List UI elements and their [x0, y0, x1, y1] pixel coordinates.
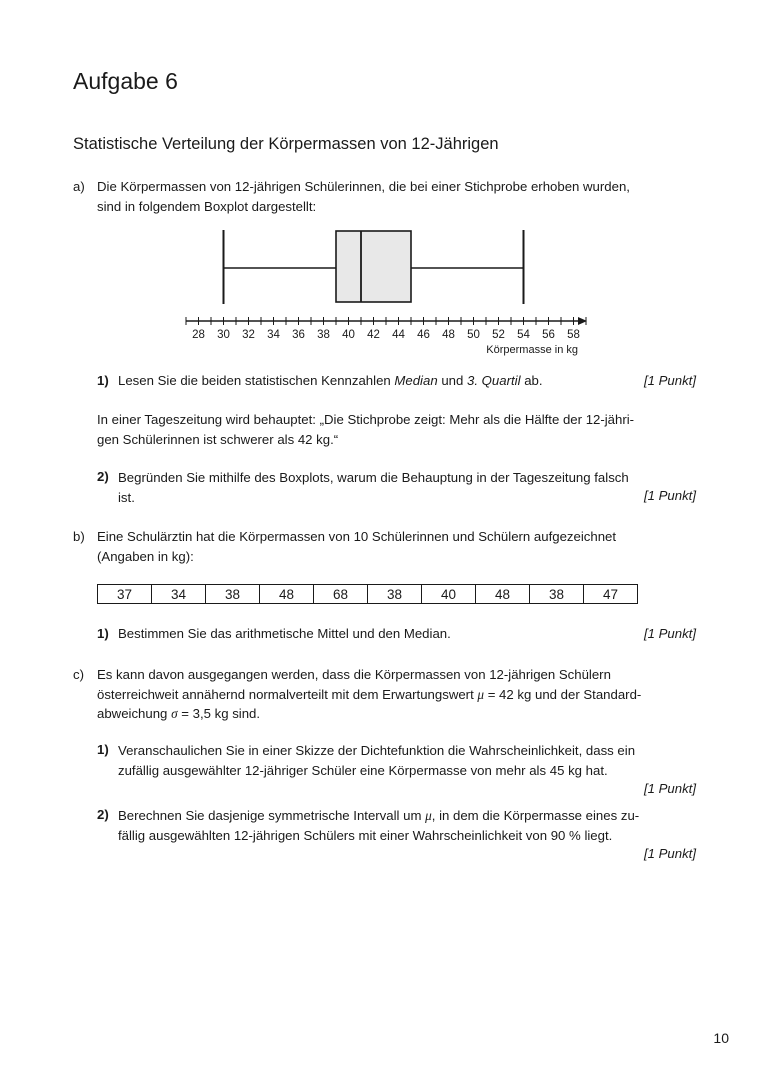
a1-number: 1)	[97, 373, 109, 388]
table-cell: 68	[314, 585, 368, 604]
table-cell: 37	[98, 585, 152, 604]
page-title: Aufgabe 6	[73, 68, 178, 94]
table-cell: 47	[584, 585, 638, 604]
boxplot-chart	[180, 225, 600, 360]
sigma-symbol: σ	[171, 706, 178, 721]
mu-symbol: μ	[477, 686, 485, 702]
tick-label: 36	[292, 329, 305, 341]
a2-points: [1 Punkt]	[643, 488, 696, 503]
part-c-line3: abweichung σ = 3,5 kg sind.	[97, 706, 261, 721]
a1-points: [1 Punkt]	[643, 373, 696, 388]
a1-text-mid: und	[437, 373, 468, 388]
claim-text	[97, 410, 634, 449]
c1-line1: Veranschaulichen Sie in einer Skizze der Dichtefunktion die Wahrscheinlichkeit, dass ein	[118, 743, 636, 758]
a1-question	[118, 373, 543, 388]
iqr-box	[336, 231, 411, 302]
x-axis-title: Körpermasse in kg	[486, 344, 578, 356]
c1-question	[118, 741, 635, 780]
table-cell: 40	[422, 585, 476, 604]
tick-label: 58	[567, 329, 580, 341]
tick-label: 30	[217, 329, 230, 341]
tick-label: 38	[317, 329, 330, 341]
part-a-marker: a)	[73, 179, 85, 194]
a1-quartil: 3. Quartil	[467, 373, 521, 388]
b1-points: [1 Punkt]	[643, 626, 696, 641]
table-cell: 34	[152, 585, 206, 604]
part-a-text	[97, 177, 630, 216]
page-number: 10	[713, 1030, 729, 1046]
c2-line2: fällig ausgewählten 12-jährigen Schülers mit einer Wahrscheinlichkeit von 90 % liegt.	[118, 827, 613, 843]
part-b-text	[97, 527, 616, 566]
a2-line1: Begründen Sie mithilfe des Boxplots, warum die Behauptung in der Tageszeitung falsch	[118, 470, 629, 485]
table-row	[98, 585, 638, 604]
part-b-marker: b)	[73, 529, 85, 544]
a1-text-post: ab.	[520, 373, 543, 388]
part-c-line2: österreichweit annähernd normalverteilt mit dem Erwartungswert μ = 42 kg und der Standard-	[97, 686, 642, 702]
a1-median: Median	[394, 373, 438, 388]
c2-points: [1 Punkt]	[643, 846, 696, 861]
tick-label: 42	[367, 329, 380, 341]
mu-symbol: μ	[425, 808, 432, 823]
tick-label: 52	[492, 329, 505, 341]
table-cell: 38	[530, 585, 584, 604]
claim-line1: In einer Tageszeitung wird behauptet: „Die Stichprobe zeigt: Mehr als die Hälfte der 12-jähri-	[97, 412, 635, 427]
c2-number: 2)	[97, 807, 109, 822]
part-a-line1: Die Körpermassen von 12-jährigen Schülerinnen, die bei einer Stichprobe erhoben wurden,	[97, 179, 630, 194]
c1-number: 1)	[97, 742, 109, 757]
a2-question	[118, 468, 629, 507]
b1-number: 1)	[97, 626, 109, 641]
part-c-marker: c)	[73, 667, 84, 682]
tick-label: 56	[542, 329, 555, 341]
tick-label: 54	[517, 329, 530, 341]
a1-text-pre: Lesen Sie die beiden statistischen Kennzahlen	[118, 373, 395, 388]
c1-line2: zufällig ausgewählter 12-jähriger Schüler eine Körpermasse von mehr als 45 kg hat.	[118, 762, 608, 778]
table-cell: 38	[368, 585, 422, 604]
tick-label: 46	[417, 329, 430, 341]
part-b-line2: (Angaben in kg):	[97, 548, 194, 564]
a2-line2: ist.	[118, 489, 135, 505]
table-cell: 48	[260, 585, 314, 604]
tick-label: 48	[442, 329, 455, 341]
tick-label: 28	[192, 329, 205, 341]
b1-question: Bestimmen Sie das arithmetische Mittel und den Median.	[118, 626, 451, 641]
tick-label: 44	[392, 329, 405, 341]
values-table	[97, 584, 638, 604]
part-c-text	[97, 665, 641, 724]
tick-label: 50	[467, 329, 480, 341]
tick-label: 34	[267, 329, 280, 341]
section-subtitle: Statistische Verteilung der Körpermassen von 12-Jährigen	[73, 135, 499, 153]
c2-question	[118, 806, 639, 845]
part-a-line2: sind in folgendem Boxplot dargestellt:	[97, 198, 317, 214]
table-cell: 38	[206, 585, 260, 604]
tick-label: 40	[342, 329, 355, 341]
a2-number: 2)	[97, 469, 109, 484]
tick-label: 32	[242, 329, 255, 341]
c2-line1: Berechnen Sie dasjenige symmetrische Intervall um μ, in dem die Körpermasse eines zu-	[118, 808, 640, 823]
table-cell: 48	[476, 585, 530, 604]
claim-line2: gen Schülerinnen ist schwerer als 42 kg.“	[97, 431, 339, 447]
c1-points: [1 Punkt]	[643, 781, 696, 796]
part-c-line1: Es kann davon ausgegangen werden, dass die Körpermassen von 12-jährigen Schülern	[97, 667, 611, 682]
part-b-line1: Eine Schulärztin hat die Körpermassen von 10 Schülerinnen und Schülern aufgezeichnet	[97, 529, 617, 544]
